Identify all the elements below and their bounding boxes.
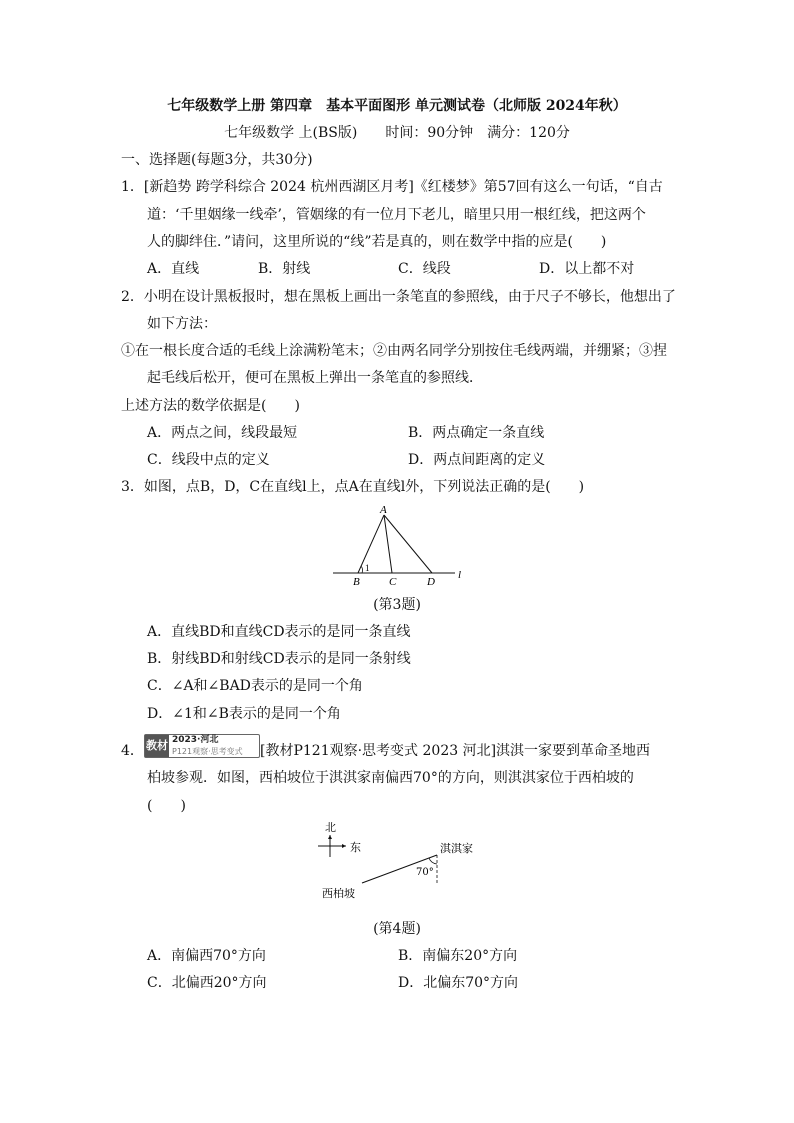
q2-line4: 起毛线后松开，便可在黑板上弹出一条笔直的参照线． bbox=[147, 370, 483, 386]
q2-line5: 上述方法的数学依据是( ) bbox=[121, 398, 300, 414]
q3-option-d: D．∠1和∠B表示的是同一个角 bbox=[147, 706, 341, 722]
q4-line3: ( ) bbox=[147, 798, 186, 814]
q1-option-a: A．直线 bbox=[147, 261, 200, 277]
compass-north-arrow bbox=[328, 835, 332, 839]
segment-ab bbox=[358, 515, 384, 573]
q4-option-c: C．北偏西20°方向 bbox=[147, 975, 267, 991]
q2-option-c: C．线段中点的定义 bbox=[147, 452, 270, 468]
q1-option-c: C．线段 bbox=[398, 261, 451, 277]
q3-stem: 3．如图，点B，D，C在直线l上，点A在直线l外，下列说法正确的是( ) bbox=[121, 479, 585, 495]
q4-number: 4． bbox=[121, 743, 144, 759]
q1-option-d: D．以上都不对 bbox=[539, 261, 635, 277]
badge-line1: 2023·河北 bbox=[172, 735, 219, 745]
q1-line3: 人的脚绊住．”请问，这里所说的“线”若是真的，则在数学中指的应是( ) bbox=[147, 234, 607, 250]
q4-option-b: B．南偏东20°方向 bbox=[398, 948, 518, 964]
q3-option-b: B．射线BD和射线CD表示的是同一条射线 bbox=[147, 651, 411, 667]
page-title: 七年级数学上册 第四章 基本平面图形 单元测试卷（北师版 2024年秋） bbox=[167, 98, 627, 114]
q1-line2: 道：‘千里姻缘一线牵’，管姻缘的有一位月下老儿，暗里只用一根红线，把这两个 bbox=[147, 207, 646, 223]
q2-option-b: B．两点确定一条直线 bbox=[408, 425, 545, 441]
q3-option-a: A．直线BD和直线CD表示的是同一条直线 bbox=[147, 624, 411, 640]
q2-option-d: D．两点间距离的定义 bbox=[408, 452, 546, 468]
label-home: 淇淇家 bbox=[440, 842, 473, 855]
q4-caption: (第4题) bbox=[373, 921, 421, 937]
label-east: 东 bbox=[350, 841, 361, 854]
q1-option-b: B．射线 bbox=[258, 261, 311, 277]
label-north: 北 bbox=[325, 821, 336, 834]
page-subtitle: 七年级数学 上(BS版) 时间：90分钟 满分：120分 bbox=[224, 125, 570, 141]
angle-70-arc bbox=[429, 858, 437, 864]
label-angle-1: 1 bbox=[365, 563, 370, 573]
compass-east-arrow bbox=[342, 844, 346, 848]
textbook-badge bbox=[144, 734, 260, 758]
q4-figure bbox=[310, 815, 490, 903]
q3-option-c: C．∠A和∠BAD表示的是同一个角 bbox=[147, 678, 363, 694]
label-a: A bbox=[380, 504, 387, 516]
q4-option-d: D．北偏东70°方向 bbox=[398, 975, 519, 991]
q2-line1: 2．小明在设计黑板报时，想在黑板上画出一条笔直的参照线，由于尺子不够长，他想出了 bbox=[121, 289, 676, 305]
label-d: D bbox=[427, 576, 435, 588]
q2-line3: ①在一根长度合适的毛线上涂满粉笔末；②由两名同学分别按住毛线两端，并绷紧；③捏 bbox=[121, 343, 667, 359]
q3-figure bbox=[325, 500, 475, 592]
section-heading: 一、选择题(每题3分，共30分) bbox=[121, 152, 313, 168]
badge-line2: P121观察·思考变式 bbox=[172, 747, 243, 756]
q4-line1: [教材P121观察·思考变式 2023 河北]淇淇一家要到革命圣地西 bbox=[260, 743, 651, 759]
textbook-icon: 教材 bbox=[145, 735, 169, 757]
q4-option-a: A．南偏西70°方向 bbox=[147, 948, 266, 964]
q3-caption: (第3题) bbox=[373, 597, 421, 613]
label-xibaipo: 西柏坡 bbox=[322, 887, 355, 900]
label-angle-70: 70° bbox=[416, 867, 434, 878]
q2-option-a: A．两点之间，线段最短 bbox=[147, 425, 298, 441]
label-l: l bbox=[458, 569, 462, 581]
label-b: B bbox=[353, 576, 360, 588]
label-c: C bbox=[389, 576, 397, 588]
q2-line2: 如下方法： bbox=[147, 316, 217, 332]
angle-1-arc bbox=[361, 566, 363, 573]
q4-line2: 柏坡参观．如图，西柏坡位于淇淇家南偏西70°的方向，则淇淇家位于西柏坡的 bbox=[147, 770, 634, 786]
q1-line1: 1．[新趋势 跨学科综合 2024 杭州西湖区月考]《红楼梦》第57回有这么一句话，“自古 bbox=[121, 179, 663, 195]
